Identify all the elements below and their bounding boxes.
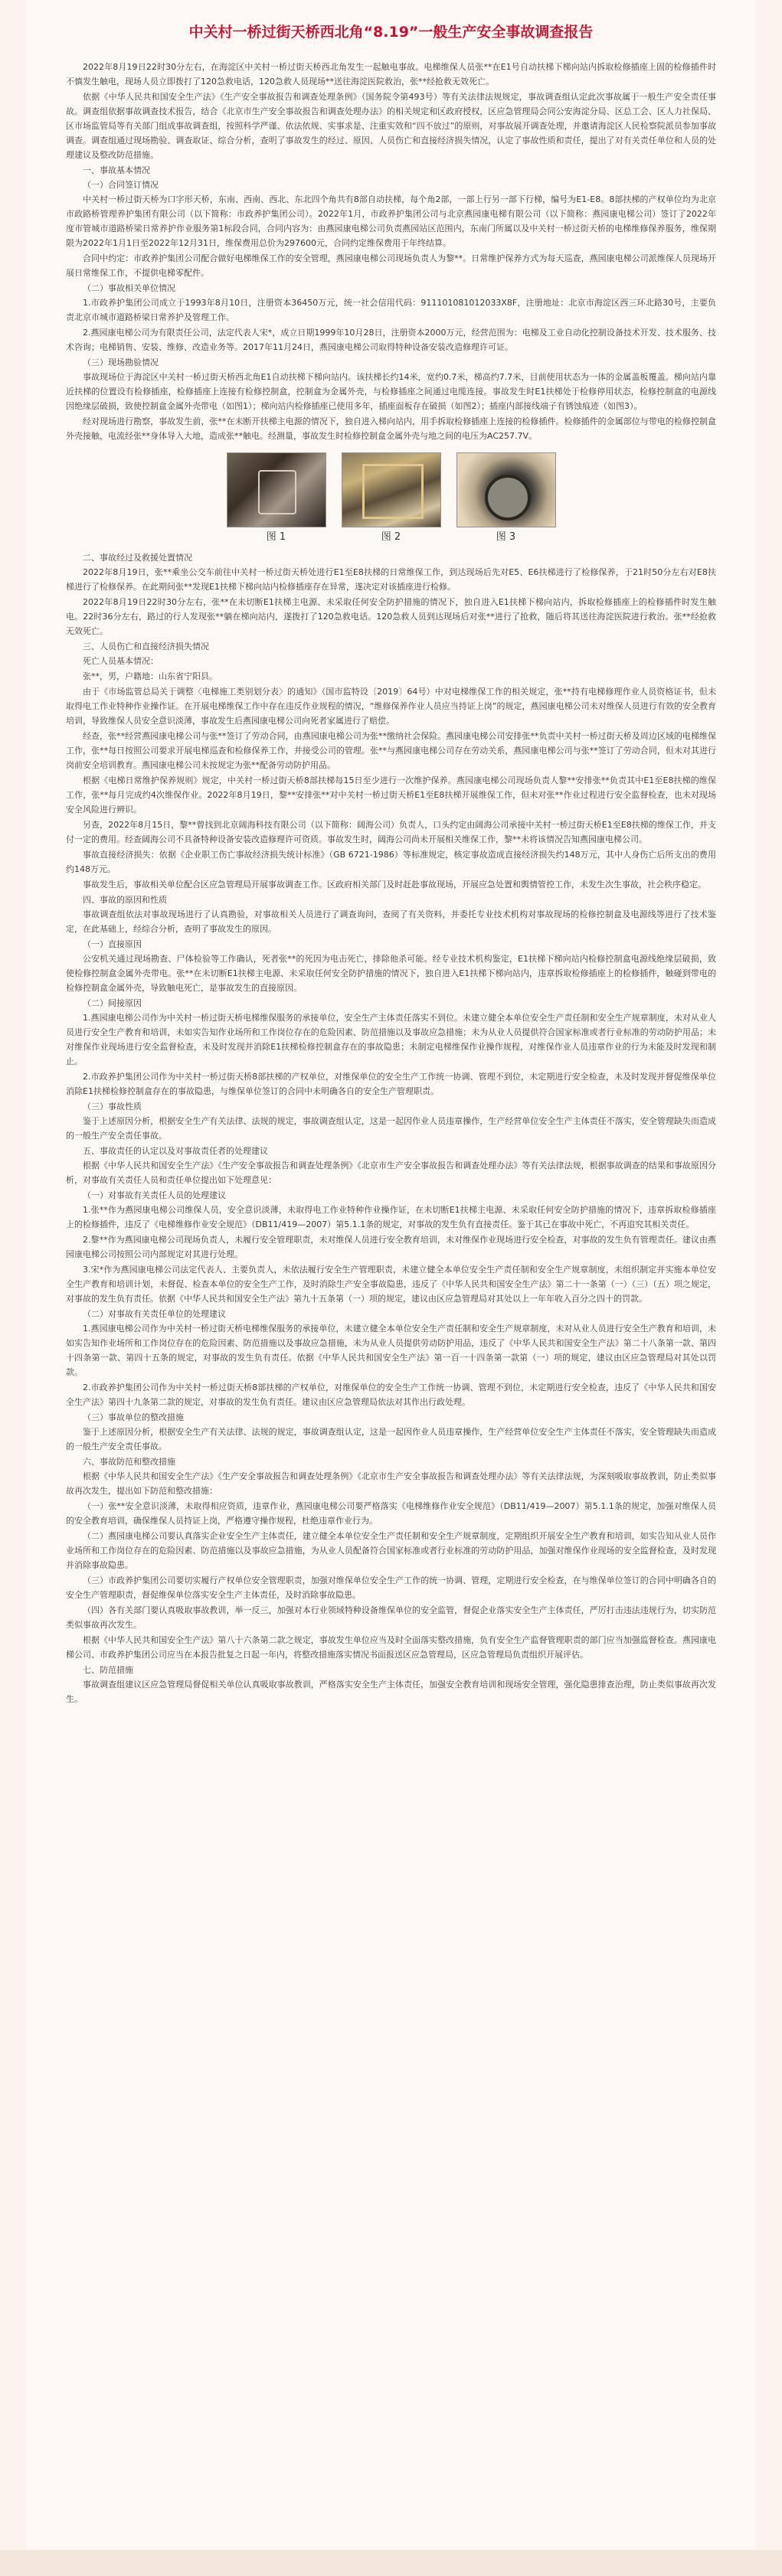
paragraph: 依据《中华人民共和国安全生产法》《生产安全事故报告和调查处理条例》（国务院令第493号）等有关法律法规规定，事故调查组认定此次事故属于一般生产安全责任事故。调查组依据事故调查技术报告，结合《北京市生产安全事故报告和调查处理办法》的相关规定和区政府授权，区应急管理局会同公安海淀分局、区总工会、区人力社保局、区市场监管局等有关部门组成事故调查组，按照科学严谨、依法依规、实事求是、注重实效和“四不放过”的原则，对事故展开调查处理，并邀请海淀区人民检察院派员参加事故调查。调查组通过现场勘验、调查取证、综合分析，查明了事故发生的经过、原因、人员伤亡和直接经济损失情况，认定了事故性质和责任，提出了对有关责任单位和人员的处理建议及整改防范措施。 — [66, 92, 716, 160]
paragraph: 事故现场位于海淀区中关村一桥过街天桥西北角E1自动扶梯下梯向站内。该扶梯长约14米，宽约0.7米，梯高约7.7米，目前使用状态为一体的金属盖板覆盖。梯向站内靠近扶梯的位置设有检修插座，检修插座上连接有检修控制盒，控制盒为金属外壳，与检修插座之间通过电缆连接。事故发生时E1扶梯处于检修停用状态，检修控制盒的电源线因绝缘层破损，致使控制盒金属外壳带电（如图1）；梯向站内检修插座已使用多年，插座面板存在破损（如图2）；插座内部接线端子有锈蚀痕迹（如图3）。 — [66, 372, 716, 411]
section-heading: （二）对事故有关责任单位的处理建议 — [83, 1309, 226, 1319]
paragraph: 1.燕园康电梯公司作为中关村一桥过街天桥电梯维保服务的承接单位，安全生产主体责任落实不到位。未建立健全本单位安全生产责任制和安全生产规章制度，未对从业人员进行安全生产教育和培训，未如实告知作业场所和工作岗位存在的危险因素、防范措施以及事故应急措施；未为从业人员提供符合国家标准或者行业标准的劳动防护用品；未对维保作业现场进行安全监督检查，未及时发现并消除E1扶梯检修控制盒存在的事故隐患；未制定电梯维保作业操作规程，对维保作业人员违章作业的行为未能及时发现和制止。 — [66, 1013, 716, 1066]
document-page — [26, 0, 756, 2576]
page-title: 中关村一桥过街天桥西北角“8.19”一般生产安全事故调查报告 — [188, 24, 594, 41]
paragraph: 经对现场进行勘察，事故发生前，张**在未断开扶梯主电源的情况下，独自进入梯向站内，用手拆取检修插座上连接的检修插件。检修插件的金属部位与带电的检修控制盒外壳接触，电流经张**身体导入大地，造成张**触电。经测量，事故发生时检修控制盒金属外壳与地之间的电压为AC257.7V。 — [66, 416, 716, 441]
section-heading: 七、防范措施 — [83, 1665, 133, 1675]
paragraph: 2.黎**作为燕园康电梯公司现场负责人，未履行安全管理职责，未对维保人员进行安全教育培训，未对维保作业现场进行安全检查，对事故的发生负有管理责任。建议由燕园康电梯公司按照公司内部规定对其进行处理。 — [66, 1235, 716, 1259]
section-heading: （三）事故单位的整改措施 — [83, 1412, 184, 1422]
paragraph: 3.宋*作为燕园康电梯公司法定代表人、主要负责人，未依法履行安全生产管理职责，未建立健全本单位安全生产责任制和安全生产规章制度，未组织制定并实施本单位安全生产教育和培训计划，未督促、检查本单位的安全生产工作，及时消除生产安全事故隐患，违反了《中华人民共和国安全生产法》第二十一条第（一）（三）（五）项之规定，对事故的发生负有责任。依据《中华人民共和国安全生产法》第九十五条第（一）项的规定，建议由区应急管理局对其处以上一年年收入百分之四十的罚款。 — [66, 1265, 716, 1304]
paragraph: 2022年8月19日22时30分左右，在海淀区中关村一桥过街天桥西北角发生一起触电事故。电梯维保人员张**在E1号自动扶梯下梯向站内拆取检修插座上固的检修插件时不慎发生触电，现场人员立即拨打了120急救电话，120急救人员现场**送往海淀医院救治，张**经抢救无效死亡。 — [66, 62, 716, 87]
section-heading: 一、事故基本情况 — [83, 165, 150, 175]
paragraph: 2.市政养护集团公司作为中关村一桥过街天桥8部扶梯的产权单位，对维保单位的安全生产工作统一协调、管理不到位，未定期进行安全检查，违反了《中华人民共和国安全生产法》第四十九条第二款的规定，对事故的发生负有责任。建议由区应急管理局依法对其作出行政处理。 — [66, 1383, 716, 1407]
paragraph: 1.市政养护集团公司成立于1993年8月10日，注册资本36450万元，统一社会信用代码：911101081012033X8F，注册地址：北京市海淀区西三环北路30号，主要负责北京市城市道路桥梁日常养护及管理工作。 — [66, 298, 716, 322]
section-heading: （三）现场勘验情况 — [83, 358, 159, 367]
figure-caption: 图 2 — [381, 531, 401, 543]
paragraph: 经查，张**经营燕园康电梯公司与张**签订了劳动合同，由燕园康电梯公司为张**缴纳社会保险。燕园康电梯公司安排张**负责中关村一桥过街天桥及周边区域的电梯维保工作，张**每日按照公司要求开展电梯巡查和检修保养工作，并接受公司的管理。张**与燕园康电梯公司存在劳动关系，燕园康电梯公司与张**签订了劳动合同，但未对其进行岗前安全培训教育。燕园康电梯公司未按规定为张**配备劳动防护用品。 — [66, 731, 716, 770]
paragraph: （四）各有关部门要认真吸取事故教训，举一反三，加强对本行业领域特种设备维保单位的安全监管，督促企业落实安全生产主体责任，严厉打击违法违规行为，切实防范类似事故再次发生。 — [66, 1605, 716, 1630]
paragraph: （二）燕园康电梯公司要认真落实企业安全生产主体责任，建立健全本单位安全生产责任制和安全生产规章制度，定期组织开展安全生产教育和培训，如实告知从业人员作业场所和工作岗位存在的危险因素、防范措施以及事故应急措施，为从业人员配备符合国家标准或者行业标准的劳动防护用品，加强对维保作业现场的安全监督检查，及时发现并消除事故隐患。 — [66, 1531, 716, 1570]
paragraph: 2.市政养护集团公司作为中关村一桥过街天桥8部扶梯的产权单位，对维保单位的安全生产工作统一协调、管理不到位，未定期进行安全检查，未及时发现并督促维保单位消除E1扶梯检修控制盒存在的事故隐患，与维保单位签订的合同中未明确各自的安全生产管理职责。 — [66, 1072, 716, 1096]
photo-socket-terminal — [456, 452, 556, 527]
photo-socket-panel — [342, 452, 441, 527]
paragraph: 另查，2022年8月15日，黎**曾找到北京阔海科技有限公司（以下简称：阔海公司）负责人，口头约定由阔海公司承接中关村一桥过街天桥E1至E8扶梯的维保工作，并支付一定的费用。经查阔海公司不具备特种设备安装改造修理许可资质。事故发生时，阔海公司尚未开展相关维保工作，黎**未将该情况告知燕园康电梯公司。 — [66, 820, 716, 844]
paragraph: 中关村一桥过街天桥为口字形天桥，东南、西南、西北、东北四个角共有8部自动扶梯，每个角2部，一部上行另一部下行梯，编号为E1-E8。8部扶梯的产权单位均为北京市政路桥管理养护集团有限公司（以下简称：市政养护集团公司）。2022年1月，市政养护集团公司与北京燕园康电梯有限公司（以下简称：燕园康电梯公司）签订了2022年度市管城市道路桥梁日常养护作业服务第1标段合同，合同内容为：由燕园康电梯公司负责燕园站区范围内，东南门所属以及中关村一桥过街天桥的电梯维修保养服务，维保期限为2022年1月1日至2022年12月31日，维保费用总价为297600元，合同约定维保费用于年终结算。 — [66, 194, 716, 248]
section-heading: （一）合同签订情况 — [83, 180, 159, 190]
footer-band — [0, 2550, 782, 2576]
section-heading: 四、事故的原因和性质 — [83, 895, 167, 905]
figure-2 — [342, 452, 441, 547]
section-heading: （三）事故性质 — [83, 1102, 142, 1112]
paragraph: 鉴于上述原因分析，根据安全生产有关法律、法规的规定，事故调查组认定，这是一起因作业人员违章操作，生产经营单位安全生产主体责任不落实，安全管理缺失而造成的一般生产安全责任事故。 — [66, 1427, 716, 1451]
figure-1 — [227, 452, 326, 547]
figure-caption: 图 1 — [266, 531, 286, 543]
section-block-b — [66, 550, 716, 1706]
photo-control-box — [227, 452, 326, 527]
paragraph: 2022年8月19日22时30分左右，张**在未切断E1扶梯主电源、未采取任何安全防护措施的情况下，独自进入E1扶梯下梯向站内，拆取检修插座上的检修插件时发生触电。22时36分左右，路过的行人发现张**躺在梯向站内，遂拨打了120急救电话。120急救人员到达现场后对张**进行了抢救，随后将其送往海淀医院进行救治。张**经抢救无效死亡。 — [66, 597, 716, 636]
figure-row — [66, 452, 716, 547]
paragraph: 根据《中华人民共和国安全生产法》第八十六条第二款之规定，事故发生单位应当及时全面落实整改措施，负有安全生产监督管理职责的部门应当加强监督检查。燕园康电梯公司、市政养护集团公司应当在本报告批复之日起一年内，将整改措施落实情况书面报送区应急管理局，区应急管理局负责组织开展评估。 — [66, 1635, 716, 1660]
paragraph: 1.燕园康电梯公司作为中关村一桥过街天桥电梯维保服务的承接单位，未建立健全本单位安全生产责任制和安全生产规章制度，未对从业人员进行安全生产教育和培训，未如实告知作业场所和工作岗位存在的危险因素、防范措施以及事故应急措施，未为从业人员提供劳动防护用品，违反了《中华人民共和国安全生产法》第二十八条第一款、第四十四条第一款、第四十五条的规定，对事故的发生负有责任。依据《中华人民共和国安全生产法》第一百一十四条第一款第（一）项的规定，建议由区应急管理局对其处以罚款。 — [66, 1324, 716, 1377]
paragraph: （三）市政养护集团公司要切实履行产权单位安全管理职责，加强对维保单位安全生产工作的统一协调、管理，定期进行安全检查，在与维保单位签订的合同中明确各自的安全生产管理职责，督促维保单位落实安全生产主体责任，及时消除事故隐患。 — [66, 1575, 716, 1600]
section-heading: 五、事故责任的认定以及对事故责任者的处理建议 — [83, 1146, 268, 1156]
paragraph: 事故直接经济损失：依据《企业职工伤亡事故经济损失统计标准》（GB 6721-1986）等标准规定，核定事故造成直接经济损失约148万元，其中人身伤亡后所支出的费用约148万元。 — [66, 850, 716, 874]
section-heading: 六、事故防范和整改措施 — [83, 1457, 175, 1467]
section-heading: （一）直接原因 — [83, 939, 142, 949]
paragraph: 根据《电梯日常维护保养规则》规定，中关村一桥过街天桥8部扶梯每15日至少进行一次维护保养。燕园康电梯公司现场负责人黎**安排张**负责其中E1至E8扶梯的维保工作，张**每月完成约4次维保作业。2022年8月19日，黎**安排张**对中关村一桥过街天桥E1至E8扶梯开展维保工作，但未对张**作业过程进行安全监督检查，也未对现场安全风险进行辨识。 — [66, 775, 716, 815]
paragraph: 2022年8月19日，张**乘坐公交车前往中关村一桥过街天桥处进行E1至E8扶梯的日常维保工作，到达现场后先对E5、E6扶梯进行了检修保养，于21时50分左右对E8扶梯进行了检修保养。在此期间张**发现E1扶梯下梯向站内检修插座存在异常，遂决定对该插座进行检修。 — [66, 567, 716, 592]
paragraph: 根据《中华人民共和国安全生产法》《生产安全事故报告和调查处理条例》《北京市生产安全事故报告和调查处理办法》等有关法律法规，根据事故调查的结果和事故原因分析，对事故有关责任人员和责任单位提出如下处理意见： — [66, 1161, 716, 1185]
document-content — [26, 0, 756, 1706]
paragraph: 根据《中华人民共和国安全生产法》《生产安全事故报告和调查处理条例》《北京市生产安全事故报告和调查处理办法》等有关法律法规，为深刻吸取事故教训，防止类似事故再次发生，提出如下防范和整改措施： — [66, 1471, 716, 1496]
paragraph: 鉴于上述原因分析，根据安全生产有关法律、法规的规定，事故调查组认定，这是一起因作业人员违章操作，生产经营单位安全生产主体责任不落实，安全管理缺失而造成的一般生产安全责任事故。 — [66, 1116, 716, 1141]
section-heading: 三、人员伤亡和直接经济损失情况 — [83, 642, 209, 651]
figure-caption: 图 3 — [496, 531, 516, 543]
section-heading: （一）对事故有关责任人员的处理建议 — [83, 1190, 226, 1200]
paragraph: 2.燕园康电梯公司为有限责任公司，法定代表人宋*，成立日期1999年10月28日，注册资本2000万元，经营范围为：电梯及工业自动化控制设备技术开发、技术服务、技术咨询；电梯销售、安装、维修、改造业务等。2017年11月24日，燕园康电梯公司取得特种设备安装改造修理许可证。 — [66, 328, 716, 352]
paragraph: 死亡人员基本情况： — [83, 656, 159, 666]
paragraph: 事故调查组依法对事故现场进行了认真勘验，对事故相关人员进行了调查询问，查阅了有关资料，并委托专业技术机构对事故现场的检修控制盒及电源线等进行了技术鉴定，在此基础上，经综合分析，查明了事故发生的原因。 — [66, 909, 716, 934]
figure-3 — [456, 452, 556, 547]
paragraph: 公安机关通过现场勘查、尸体检验等工作确认，死者张**的死因为电击死亡，排除他杀可能。经专业技术机构鉴定，E1扶梯下梯向站内检修控制盒电源线绝缘层破损，致使检修控制盒金属外壳带电。张**在未切断E1扶梯主电源、未采取任何安全防护措施的情况下，独自进入E1扶梯下梯向站内，违章拆取检修插座上的检修插件，触碰到带电的检修控制盒金属外壳，导致触电死亡，是事故发生的直接原因。 — [66, 954, 716, 993]
section-block-a — [66, 60, 716, 443]
paragraph: （一）张**安全意识淡薄，未取得相应资质，违章作业，燕园康电梯公司要严格落实《电梯维修作业安全规范》（DB11/419—2007）第5.1.1条的规定，加强对维保人员的安全教育培训，确保维保人员持证上岗，严格遵守操作规程，杜绝违章作业行为。 — [66, 1501, 716, 1526]
paragraph: 1.张**作为燕园康电梯公司维保人员，安全意识淡薄，未取得电工作业特种作业操作证，在未切断E1扶梯主电源、未采取任何安全防护措施的情况下，违章拆取检修插座上的检修插件，违反了《电梯维修作业安全规范》（DB11/419—2007）第5.1.1条的规定，对事故的发生负有直接责任。鉴于其已在事故中死亡，不再追究其相关责任。 — [66, 1205, 716, 1229]
paragraph: 事故发生后，事故相关单位配合区应急管理局开展事故调查工作。区政府相关部门及时赶赴事故现场，开展应急处置和舆情管控工作，未发生次生事故，社会秩序稳定。 — [83, 880, 706, 890]
paragraph: 张**，男，户籍地：山东省宁阳县。 — [83, 671, 218, 681]
paragraph: 由于《市场监管总局关于调整〈电梯施工类别划分表〉的通知》（国市监特设〔2019〕64号）中对电梯维保工作的相关规定，张**持有电梯修理作业人员资格证书，但未取得电工作业特种作业操作证。在开展电梯维保工作中存在违反作业规程的情况，“维修保养作业人员应当持证上岗”的规定，燕园康电梯公司未对维保人员进行有效的安全教育培训，导致维保人员安全意识淡薄，事故发生后燕园康电梯公司向死者家属进行了赔偿。 — [66, 687, 716, 726]
section-heading: 二、事故经过及救援处置情况 — [83, 553, 192, 563]
paragraph: 合同中约定：市政养护集团公司配合做好电梯维保工作的安全管理，燕园康电梯公司现场负责人为黎**。日常维护保养方式为每天巡查，燕园康电梯公司派维保人员现场开展日常维保工作，不提供电梯零配件。 — [66, 253, 716, 278]
section-heading: （二）事故相关单位情况 — [83, 283, 175, 293]
section-heading: （二）间接原因 — [83, 998, 142, 1008]
paragraph: 事故调查组建议区应急管理局督促相关单位认真吸取事故教训，严格落实安全生产主体责任，加强安全教育培训和现场安全管理，强化隐患排查治理，防止类似事故再次发生。 — [66, 1680, 716, 1704]
